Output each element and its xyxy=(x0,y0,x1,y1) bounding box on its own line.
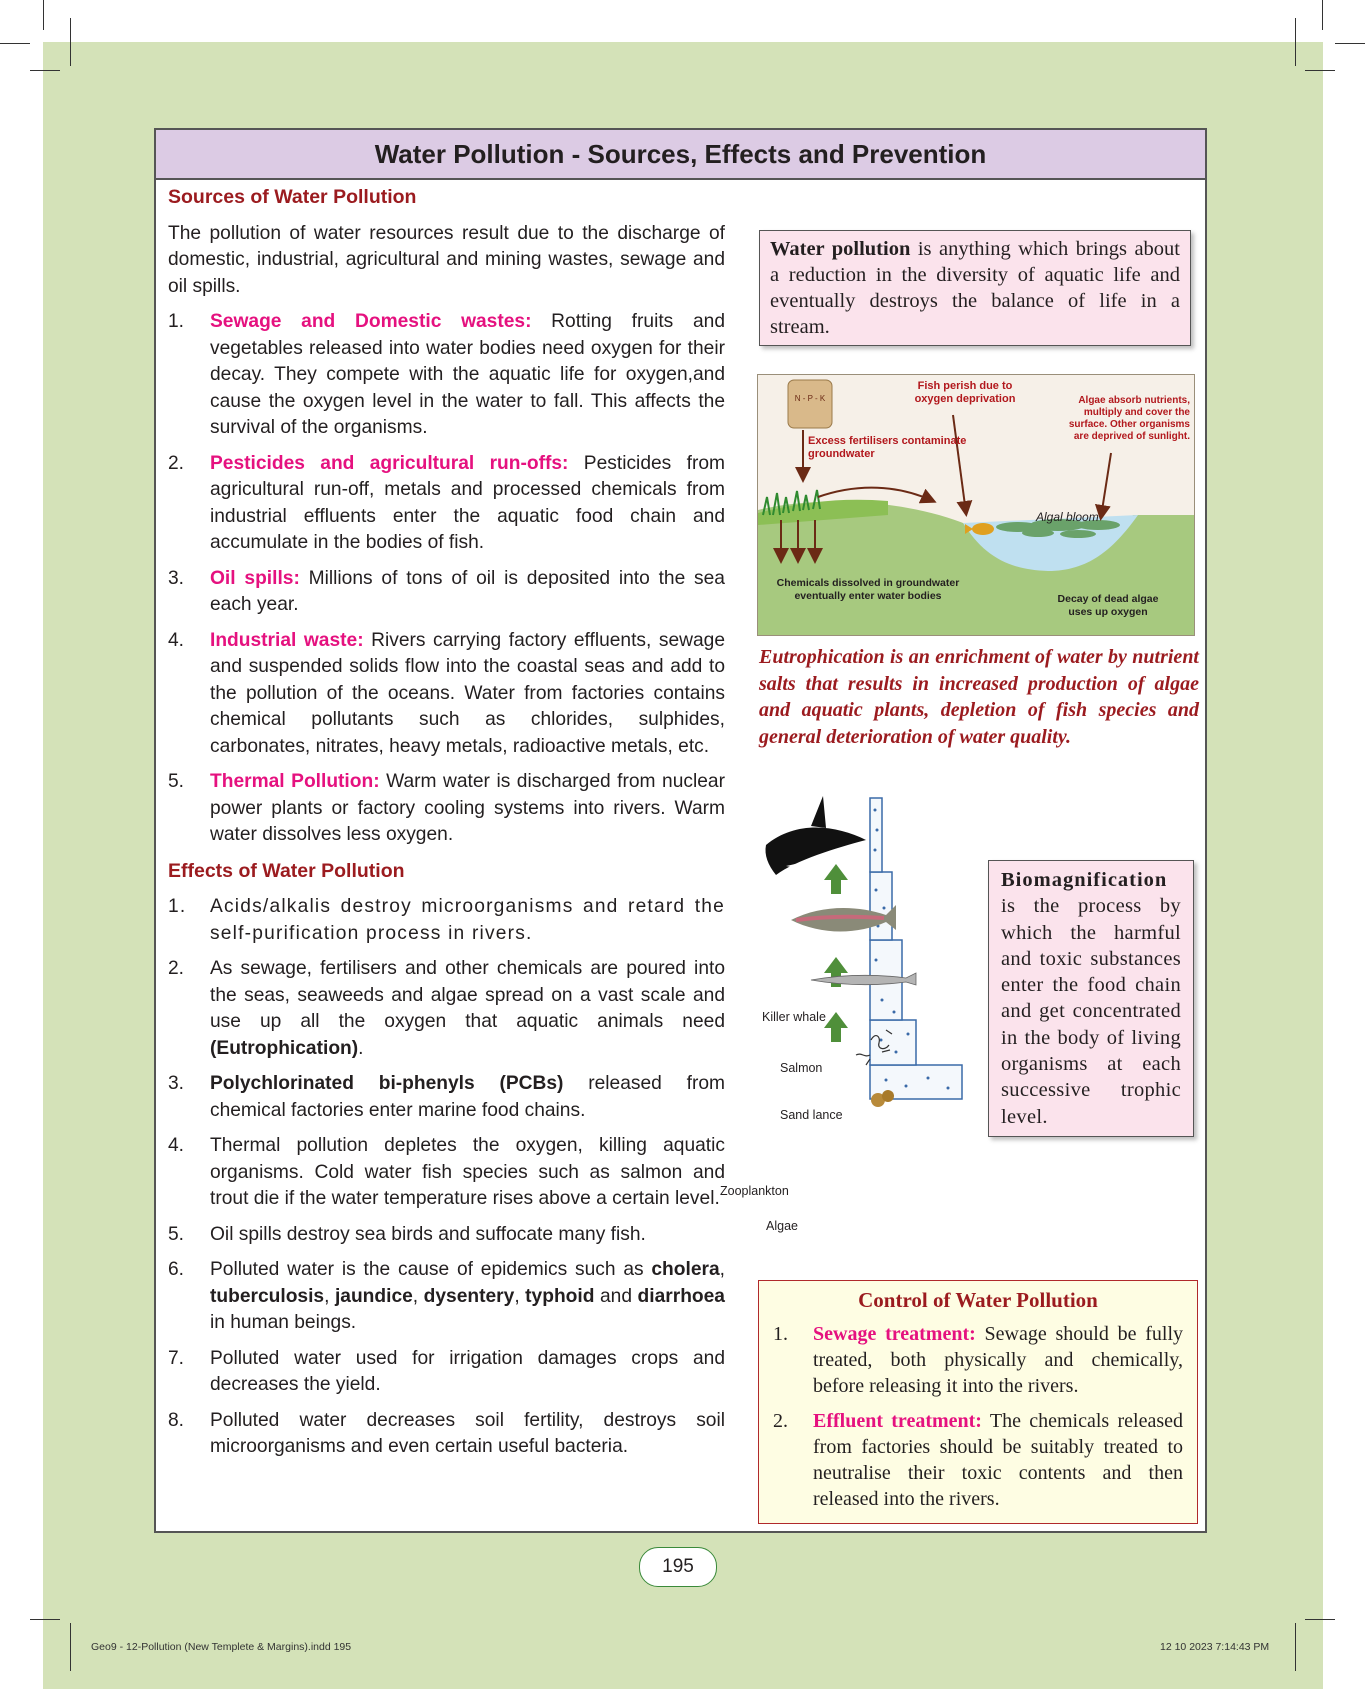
list-item: 2. Pesticides and agricultural run-offs: Pesticides from agricultural run-off, metals and processed chemicals from industrial effluents enter the aquatic food chain and accumulate in the bodies of fish. xyxy=(168,452,725,553)
killer-whale-label: Killer whale xyxy=(762,1010,826,1024)
footer-file-info: Geo9 - 12-Pollution (New Templete & Margins).indd 195 xyxy=(91,1641,352,1653)
crop-mark xyxy=(1295,1623,1296,1671)
excess-fertilisers-label: Excess fertilisers contaminate groundwater xyxy=(808,435,967,460)
list-item: 1. Sewage and Domestic wastes: Rotting fruits and vegetables released into water bodies need oxygen for their decay. They compete with the aquatic life for oxygen,and cause the oxygen level in the water to fall. This affects the survival of the organisms. xyxy=(168,311,725,438)
decay-label: Decay of dead algae uses up oxygen xyxy=(1057,593,1159,618)
crop-mark xyxy=(70,18,71,66)
list-item: 7. Polluted water used for irrigation damages crops and decreases the yield. xyxy=(168,1347,725,1395)
page-title: Water Pollution - Sources, Effects and Prevention xyxy=(156,130,1205,180)
page-number: 195 xyxy=(639,1547,717,1587)
content-frame xyxy=(154,128,1207,1533)
definition-box: Water pollution is anything which brings about a reduction in the diversity of aquatic life and eventually destroys the balance of life in a stream. xyxy=(759,230,1191,346)
algae-label: Algae xyxy=(766,1219,798,1233)
crop-mark xyxy=(1305,70,1335,71)
crop-mark xyxy=(30,70,60,71)
chemicals-label: Chemicals dissolved in groundwater eventually enter water bodies xyxy=(776,577,960,602)
list-item: 1. Sewage treatment: Sewage should be fully treated, both physically and chemically, before releasing it into the rivers. xyxy=(773,1323,1184,1397)
eutrophication-caption: Eutrophication is an enrichment of water by nutrient salts that results in increased production of algae and aquatic plants, depletion of fish species and general deterioration of water quality. xyxy=(759,646,1199,748)
sources-intro: The pollution of water resources result due to the discharge of domestic, industrial, agricultural and mining wastes, sewage and oil spills. xyxy=(168,222,725,297)
crop-mark xyxy=(1322,0,1323,30)
crop-mark xyxy=(1335,43,1365,44)
crop-mark xyxy=(0,43,30,44)
crop-mark xyxy=(1295,18,1296,66)
list-item: 5. Oil spills destroy sea birds and suffocate many fish. xyxy=(168,1223,646,1245)
salmon-label: Salmon xyxy=(780,1061,823,1075)
biomagnification-box: Biomagnification is the process by which the harmful and toxic substances enter the food chain and get concentrated in the body of living organisms at each successive trophic level. xyxy=(988,860,1194,1137)
control-title: Control of Water Pollution xyxy=(858,1288,1098,1312)
control-list xyxy=(773,1321,1183,1512)
fish-perish-label: Fish perish due to oxygen deprivation xyxy=(914,380,1016,405)
zooplankton-label: Zooplankton xyxy=(720,1184,789,1198)
list-item: 6. Polluted water is the cause of epidemics such as cholera, tuberculosis, jaundice, dysentery, typhoid and diarrhoea in human beings. xyxy=(168,1259,725,1333)
footer-timestamp: 12 10 2023 7:14:43 PM xyxy=(1160,1641,1270,1653)
left-column xyxy=(168,184,725,1470)
list-item: 4. Thermal pollution depletes the oxygen, killing aquatic organisms. Cold water fish species such as salmon and trout die if the water temperature rises above a certain level. xyxy=(168,1135,725,1209)
sand-lance-label: Sand lance xyxy=(780,1108,843,1122)
effects-list xyxy=(168,894,725,1461)
sources-heading: Sources of Water Pollution xyxy=(168,186,417,208)
sources-list xyxy=(168,309,725,849)
list-item: 3. Oil spills: Millions of tons of oil is deposited into the sea each year. xyxy=(168,567,725,615)
list-item: 2. Effluent treatment: The chemicals released from factories should be suitably treated to neutralise their toxic contents and then released into the rivers. xyxy=(773,1410,1183,1510)
algal-bloom-label: Algal bloom xyxy=(1036,510,1099,524)
crop-mark xyxy=(70,1623,71,1671)
control-box xyxy=(758,1280,1198,1524)
crop-mark xyxy=(1305,1619,1335,1620)
list-item: 5. Thermal Pollution: Warm water is discharged from nuclear power plants or factory cooling systems into rivers. Warm water dissolves less oxygen. xyxy=(168,771,725,845)
list-item: 1. Acids/alkalis destroy microorganisms and retard the self-purification process in rivers. xyxy=(168,896,725,944)
list-item: 4. Industrial waste: Rivers carrying factory effluents, sewage and suspended solids flow into the coastal seas and add to the pollution of the oceans. Water from factories contains chemical pollutants such as chlorides, sulphides, carbonates, nitrates, heavy metals, radioactive metals, etc. xyxy=(168,629,726,757)
crop-mark xyxy=(43,0,44,30)
list-item: 2. As sewage, fertilisers and other chemicals are poured into the seas, seaweeds and algae spread on a vast scale and use up all the oxygen that aquatic animals need (Eutrophication). xyxy=(168,958,725,1059)
algae-absorb-label: Algae absorb nutrients, multiply and cover the surface. Other organisms are deprived of sunlight. xyxy=(1068,395,1190,442)
eutrophication-diagram xyxy=(757,374,1195,636)
effects-heading: Effects of Water Pollution xyxy=(168,859,405,882)
list-item: 3. Polychlorinated bi-phenyls (PCBs) released from chemical factories enter marine food chains. xyxy=(168,1073,725,1121)
crop-mark xyxy=(30,1619,60,1620)
npk-bag-label: N - P - K xyxy=(794,394,826,403)
list-item: 8. Polluted water decreases soil fertility, destroys soil microorganisms and even certain useful bacteria. xyxy=(168,1409,725,1457)
